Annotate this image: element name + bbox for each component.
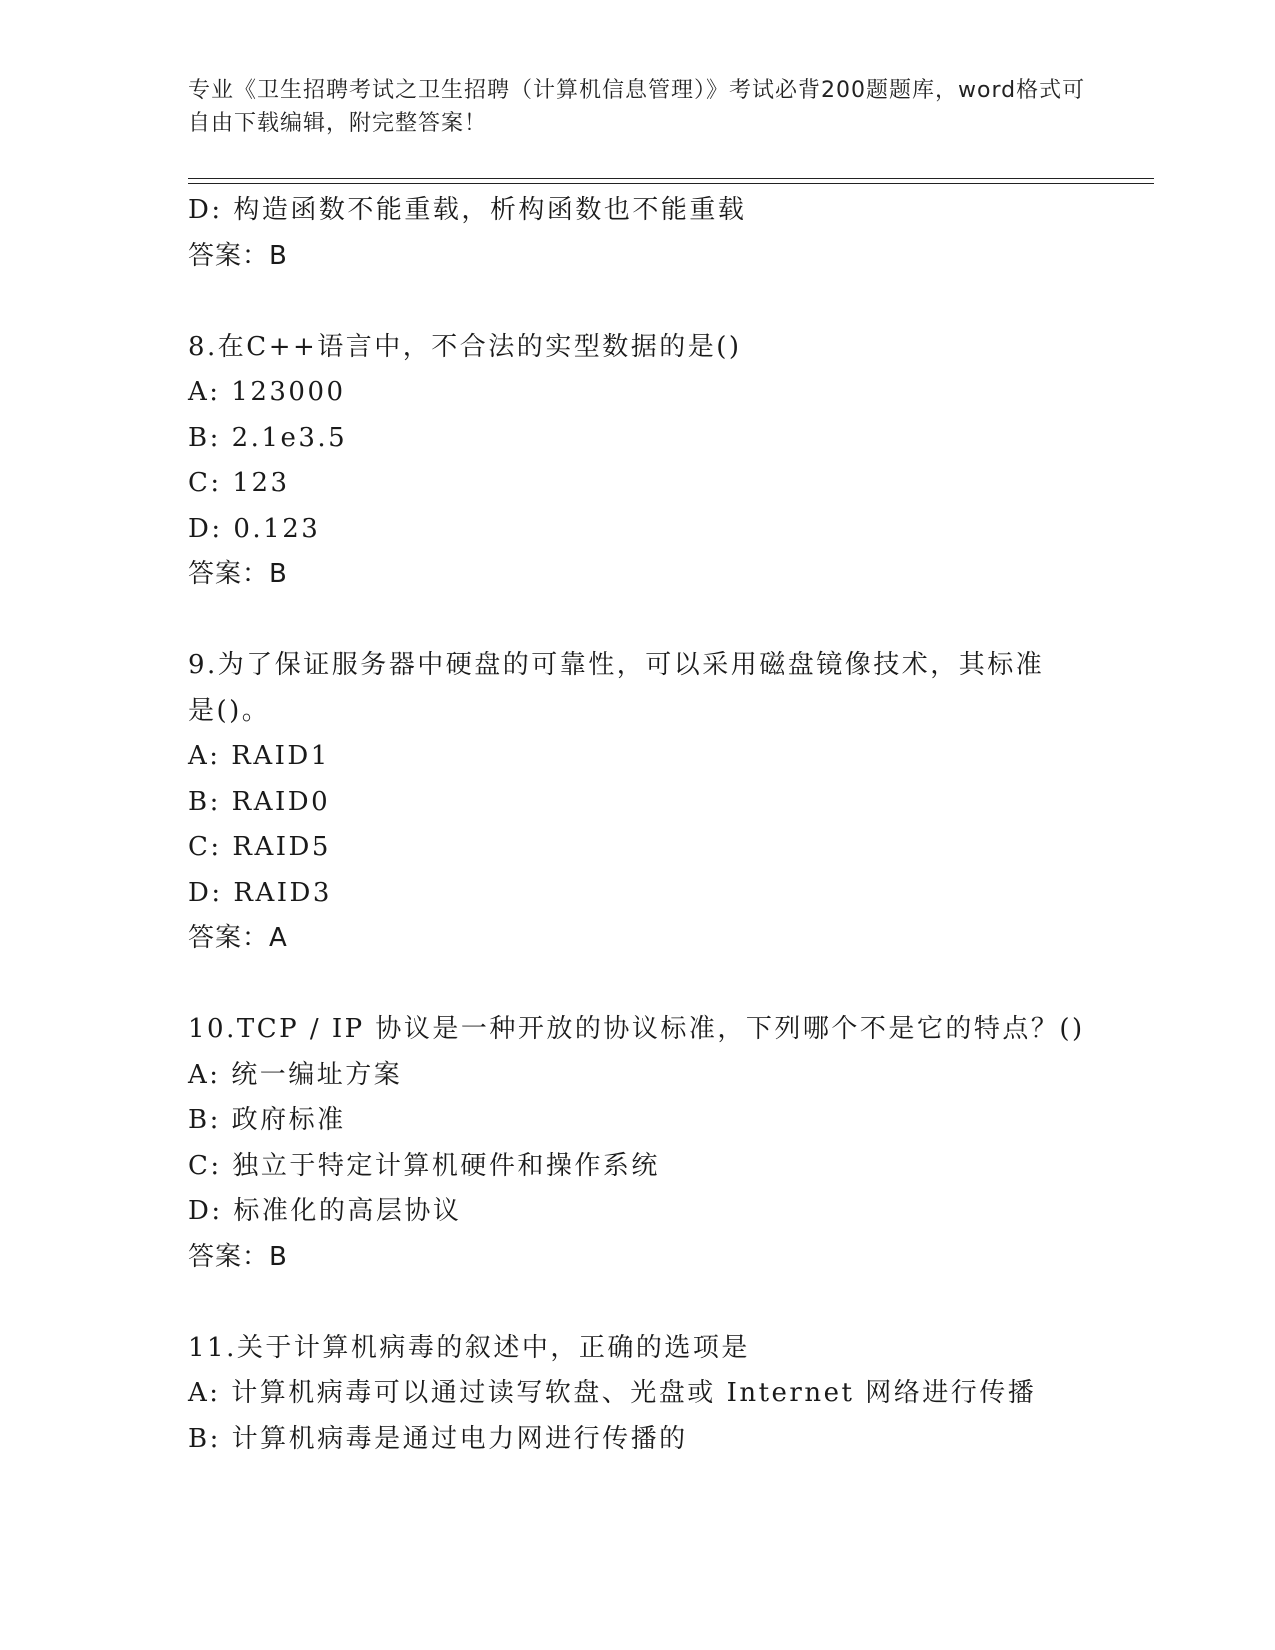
option-c: C: 123 [188, 468, 290, 498]
question-text: 8.在C++语言中，不合法的实型数据的是() [188, 331, 742, 362]
option-d: D: 构造函数不能重载，析构函数也不能重载 [188, 195, 747, 225]
document-header: 专业《卫生招聘考试之卫生招聘（计算机信息管理）》考试必背200题题库，word格式可自由下载编辑，附完整答案！ [188, 78, 1086, 136]
answer: 答案：A [188, 923, 288, 953]
question-11 [188, 1326, 1148, 1463]
question-10 [188, 1007, 1148, 1280]
question-9 [188, 643, 1148, 962]
spacer [188, 962, 1148, 1008]
question-7-tail [188, 188, 1148, 279]
question-text: 10.TCP / IP 协议是一种开放的协议标准，下列哪个不是它的特点？() [188, 1014, 1085, 1044]
question-text-continued: 是()。 [188, 695, 271, 726]
option-b: B: 2.1e3.5 [188, 422, 348, 453]
spacer [188, 1280, 1148, 1326]
answer: 答案：B [188, 559, 288, 589]
option-a: A: 计算机病毒可以通过读写软盘、光盘或 Internet 网络进行传播 [188, 1378, 1037, 1408]
option-d: D: 0.123 [188, 513, 321, 544]
spacer [188, 279, 1148, 325]
option-c: C: RAID5 [188, 832, 331, 862]
answer: 答案：B [188, 240, 288, 271]
question-text: 9.为了保证服务器中硬盘的可靠性，可以采用磁盘镜像技术，其标准 [188, 650, 1045, 680]
option-a: A: 123000 [188, 377, 346, 407]
option-a: A: 统一编址方案 [188, 1059, 403, 1090]
option-b: B: 计算机病毒是通过电力网进行传播的 [188, 1423, 688, 1454]
option-d: D: 标准化的高层协议 [188, 1196, 462, 1226]
option-c: C: 独立于特定计算机硬件和操作系统 [188, 1150, 660, 1181]
answer: 答案：B [188, 1241, 288, 1272]
header-divider [188, 178, 1154, 184]
question-list [188, 188, 1148, 1462]
option-b: B: RAID0 [188, 786, 331, 817]
option-b: B: 政府标准 [188, 1105, 346, 1135]
option-d: D: RAID3 [188, 877, 332, 908]
question-text: 11.关于计算机病毒的叙述中，正确的选项是 [188, 1332, 750, 1363]
option-a: A: RAID1 [188, 741, 330, 771]
question-8 [188, 325, 1148, 598]
spacer [188, 598, 1148, 644]
